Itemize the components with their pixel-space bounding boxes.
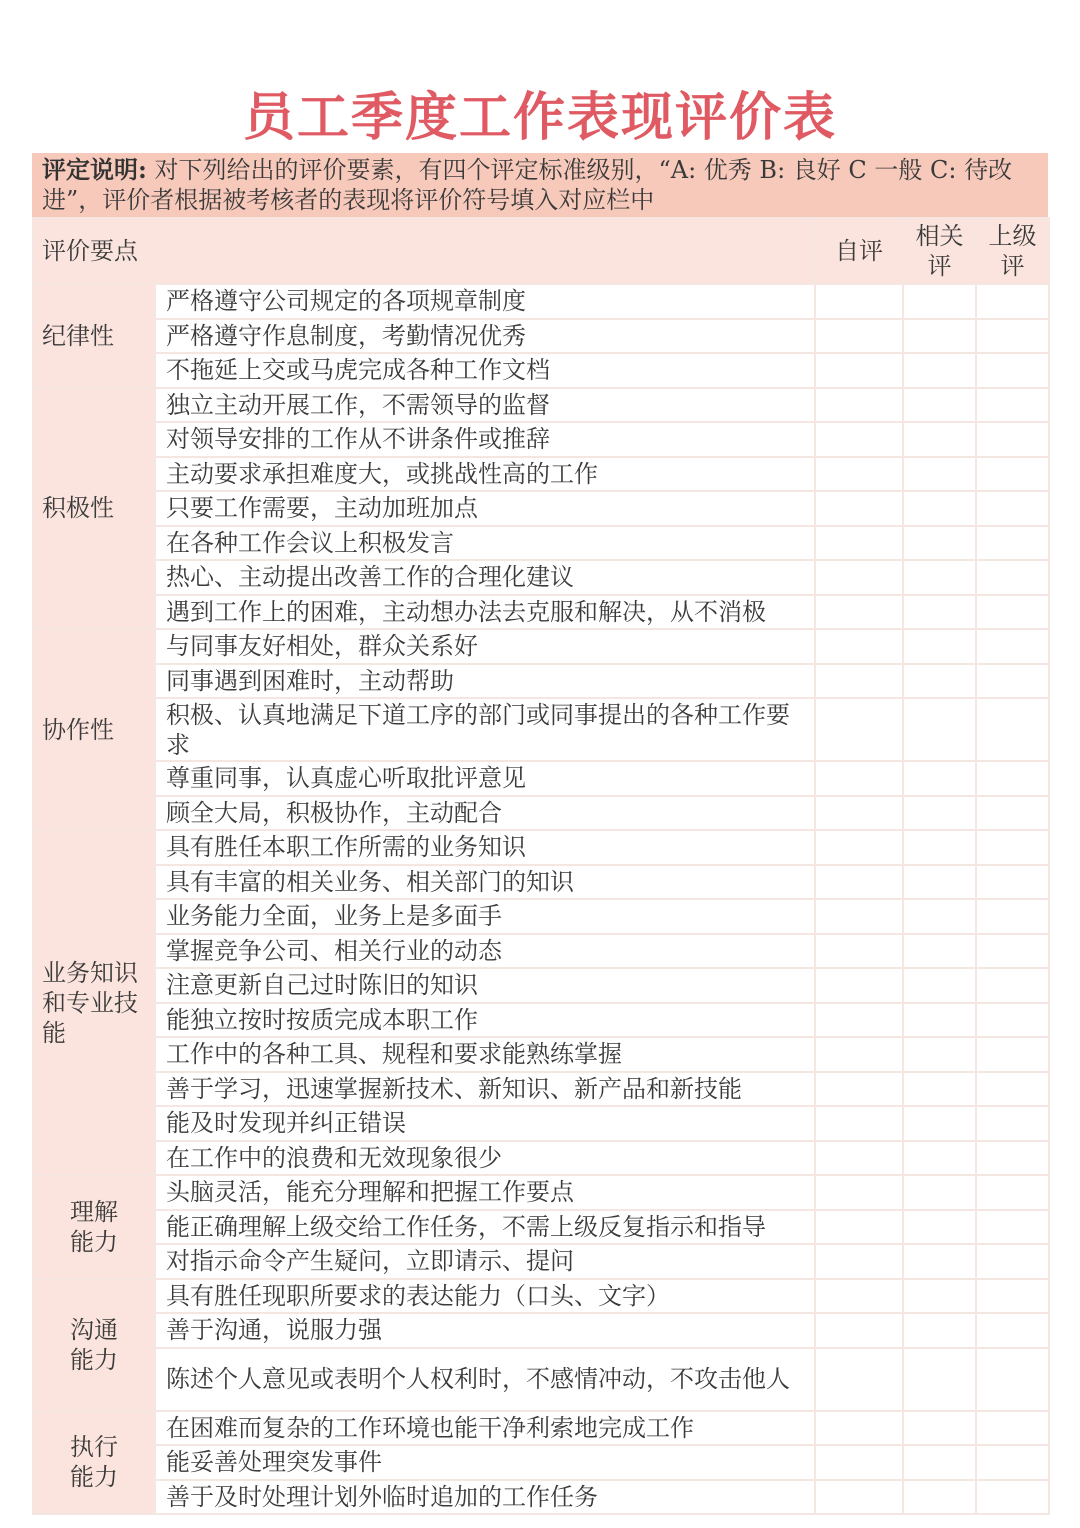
related-eval-cell[interactable] xyxy=(903,865,976,900)
category-execution-text: 执行能力 xyxy=(70,1433,118,1492)
superior-eval-cell[interactable] xyxy=(976,830,1049,865)
related-eval-cell[interactable] xyxy=(903,830,976,865)
category-execution xyxy=(33,1411,155,1515)
instructions-note xyxy=(32,153,1048,217)
criterion-item: 热心、主动提出改善工作的合理化建议 xyxy=(155,560,815,595)
page-title: 员工季度工作表现评价表 xyxy=(242,87,837,148)
criterion-item: 能正确理解上级交给工作任务，不需上级反复指示和指导 xyxy=(155,1210,815,1245)
superior-eval-cell[interactable] xyxy=(976,761,1049,796)
superior-eval-cell[interactable] xyxy=(976,934,1049,969)
self-eval-cell[interactable] xyxy=(815,1106,903,1141)
criterion-item: 在各种工作会议上积极发言 xyxy=(155,526,815,561)
related-eval-cell[interactable] xyxy=(903,796,976,831)
criterion-item: 工作中的各种工具、规程和要求能熟练掌握 xyxy=(155,1037,815,1072)
header-superior-eval-text: 上级评 xyxy=(988,222,1037,280)
related-eval-cell[interactable] xyxy=(903,353,976,388)
related-eval-cell[interactable] xyxy=(903,1072,976,1107)
superior-eval-cell[interactable] xyxy=(976,595,1049,630)
criterion-item: 具有胜任本职工作所需的业务知识 xyxy=(155,830,815,865)
related-eval-cell[interactable] xyxy=(903,664,976,699)
self-eval-cell[interactable] xyxy=(815,830,903,865)
superior-eval-cell[interactable] xyxy=(976,1210,1049,1245)
self-eval-cell[interactable] xyxy=(815,284,903,319)
superior-eval-cell[interactable] xyxy=(976,1037,1049,1072)
criterion-item: 只要工作需要，主动加班加点 xyxy=(155,491,815,526)
header-related-eval-text: 相关评 xyxy=(915,222,964,280)
criterion-item: 能独立按时按质完成本职工作 xyxy=(155,1003,815,1038)
superior-eval-cell[interactable] xyxy=(976,319,1049,354)
criterion-item: 不拖延上交或马虎完成各种工作文档 xyxy=(155,353,815,388)
self-eval-cell[interactable] xyxy=(815,1175,903,1210)
criterion-item: 具有胜任现职所要求的表达能力（口头、文字） xyxy=(155,1279,815,1314)
self-eval-cell[interactable] xyxy=(815,1244,903,1279)
criterion-item: 具有丰富的相关业务、相关部门的知识 xyxy=(155,865,815,900)
category-communication xyxy=(33,1279,155,1411)
criterion-item: 尊重同事，认真虚心听取批评意见 xyxy=(155,761,815,796)
category-discipline: 纪律性 xyxy=(33,284,155,388)
self-eval-cell[interactable] xyxy=(815,698,903,761)
related-eval-cell[interactable] xyxy=(903,1279,976,1314)
criterion-item: 能及时发现并纠正错误 xyxy=(155,1106,815,1141)
related-eval-cell[interactable] xyxy=(903,388,976,423)
header-superior-eval xyxy=(976,218,1049,284)
criterion-item: 能妥善处理突发事件 xyxy=(155,1445,815,1480)
self-eval-cell[interactable] xyxy=(815,1037,903,1072)
related-eval-cell[interactable] xyxy=(903,284,976,319)
superior-eval-cell[interactable] xyxy=(976,1279,1049,1314)
criterion-item: 注意更新自己过时陈旧的知识 xyxy=(155,968,815,1003)
self-eval-cell[interactable] xyxy=(815,388,903,423)
header-related-eval xyxy=(903,218,976,284)
category-cooperation: 协作性 xyxy=(33,629,155,830)
related-eval-cell[interactable] xyxy=(903,1313,976,1348)
superior-eval-cell[interactable] xyxy=(976,1348,1049,1411)
criterion-item: 善于学习，迅速掌握新技术、新知识、新产品和新技能 xyxy=(155,1072,815,1107)
self-eval-cell[interactable] xyxy=(815,319,903,354)
related-eval-cell[interactable] xyxy=(903,457,976,492)
superior-eval-cell[interactable] xyxy=(976,1244,1049,1279)
self-eval-cell[interactable] xyxy=(815,1411,903,1446)
self-eval-cell[interactable] xyxy=(815,629,903,664)
related-eval-cell[interactable] xyxy=(903,1003,976,1038)
criterion-item: 独立主动开展工作，不需领导的监督 xyxy=(155,388,815,423)
superior-eval-cell[interactable] xyxy=(976,664,1049,699)
related-eval-cell[interactable] xyxy=(903,1141,976,1176)
related-eval-cell[interactable] xyxy=(903,1037,976,1072)
self-eval-cell[interactable] xyxy=(815,865,903,900)
instructions-text: 对下列给出的评价要素，有四个评定标准级别，“A: 优秀 B: 良好 C 一般 C: 待改进”，评价者根据被考核者的表现将评价符号填入对应栏中 xyxy=(42,156,1013,214)
related-eval-cell[interactable] xyxy=(903,422,976,457)
related-eval-cell[interactable] xyxy=(903,1348,976,1411)
superior-eval-cell[interactable] xyxy=(976,1003,1049,1038)
superior-eval-cell[interactable] xyxy=(976,457,1049,492)
related-eval-cell[interactable] xyxy=(903,1175,976,1210)
superior-eval-cell[interactable] xyxy=(976,698,1049,761)
self-eval-cell[interactable] xyxy=(815,664,903,699)
superior-eval-cell[interactable] xyxy=(976,353,1049,388)
related-eval-cell[interactable] xyxy=(903,319,976,354)
related-eval-cell[interactable] xyxy=(903,1210,976,1245)
superior-eval-cell[interactable] xyxy=(976,526,1049,561)
superior-eval-cell[interactable] xyxy=(976,1106,1049,1141)
superior-eval-cell[interactable] xyxy=(976,1445,1049,1480)
superior-eval-cell[interactable] xyxy=(976,1411,1049,1446)
category-understanding xyxy=(33,1175,155,1279)
criterion-item: 严格遵守作息制度，考勤情况优秀 xyxy=(155,319,815,354)
self-eval-cell[interactable] xyxy=(815,457,903,492)
header-item-label: 评价要点 xyxy=(33,218,815,284)
related-eval-cell[interactable] xyxy=(903,560,976,595)
superior-eval-cell[interactable] xyxy=(976,388,1049,423)
related-eval-cell[interactable] xyxy=(903,526,976,561)
self-eval-cell[interactable] xyxy=(815,968,903,1003)
related-eval-cell[interactable] xyxy=(903,1244,976,1279)
criterion-item: 顾全大局，积极协作，主动配合 xyxy=(155,796,815,831)
criterion-item: 主动要求承担难度大，或挑战性高的工作 xyxy=(155,457,815,492)
self-eval-cell[interactable] xyxy=(815,1210,903,1245)
related-eval-cell[interactable] xyxy=(903,968,976,1003)
superior-eval-cell[interactable] xyxy=(976,865,1049,900)
self-eval-cell[interactable] xyxy=(815,796,903,831)
self-eval-cell[interactable] xyxy=(815,1313,903,1348)
criterion-item: 掌握竞争公司、相关行业的动态 xyxy=(155,934,815,969)
self-eval-cell[interactable] xyxy=(815,1072,903,1107)
criterion-item: 陈述个人意见或表明个人权利时，不感情冲动，不攻击他人 xyxy=(155,1348,815,1411)
self-eval-cell[interactable] xyxy=(815,595,903,630)
criterion-item: 对指示命令产生疑问，立即请示、提问 xyxy=(155,1244,815,1279)
self-eval-cell[interactable] xyxy=(815,1279,903,1314)
superior-eval-cell[interactable] xyxy=(976,284,1049,319)
related-eval-cell[interactable] xyxy=(903,595,976,630)
criterion-item: 善于及时处理计划外临时追加的工作任务 xyxy=(155,1480,815,1515)
criterion-item: 严格遵守公司规定的各项规章制度 xyxy=(155,284,815,319)
related-eval-cell[interactable] xyxy=(903,1480,976,1515)
related-eval-cell[interactable] xyxy=(903,899,976,934)
related-eval-cell[interactable] xyxy=(903,1106,976,1141)
category-initiative: 积极性 xyxy=(33,388,155,630)
superior-eval-cell[interactable] xyxy=(976,1141,1049,1176)
criterion-item: 在困难而复杂的工作环境也能干净利索地完成工作 xyxy=(155,1411,815,1446)
related-eval-cell[interactable] xyxy=(903,698,976,761)
category-knowledge: 业务知识和专业技能 xyxy=(33,830,155,1175)
self-eval-cell[interactable] xyxy=(815,1348,903,1411)
category-understanding-text: 理解能力 xyxy=(70,1197,118,1256)
superior-eval-cell[interactable] xyxy=(976,1480,1049,1515)
self-eval-cell[interactable] xyxy=(815,934,903,969)
related-eval-cell[interactable] xyxy=(903,491,976,526)
criterion-item: 与同事友好相处，群众关系好 xyxy=(155,629,815,664)
criterion-item: 遇到工作上的困难，主动想办法去克服和解决，从不消极 xyxy=(155,595,815,630)
header-self-eval: 自评 xyxy=(815,218,903,284)
superior-eval-cell[interactable] xyxy=(976,796,1049,831)
criterion-item: 业务能力全面，业务上是多面手 xyxy=(155,899,815,934)
superior-eval-cell[interactable] xyxy=(976,491,1049,526)
superior-eval-cell[interactable] xyxy=(976,560,1049,595)
superior-eval-cell[interactable] xyxy=(976,422,1049,457)
category-communication-text: 沟通能力 xyxy=(70,1315,118,1374)
header-row xyxy=(33,218,1049,284)
self-eval-cell[interactable] xyxy=(815,899,903,934)
superior-eval-cell[interactable] xyxy=(976,1072,1049,1107)
superior-eval-cell[interactable] xyxy=(976,1175,1049,1210)
superior-eval-cell[interactable] xyxy=(976,899,1049,934)
self-eval-cell[interactable] xyxy=(815,1480,903,1515)
self-eval-cell[interactable] xyxy=(815,560,903,595)
related-eval-cell[interactable] xyxy=(903,629,976,664)
self-eval-cell[interactable] xyxy=(815,1445,903,1480)
self-eval-cell[interactable] xyxy=(815,1003,903,1038)
self-eval-cell[interactable] xyxy=(815,761,903,796)
evaluation-table xyxy=(32,217,1050,1515)
related-eval-cell[interactable] xyxy=(903,1411,976,1446)
self-eval-cell[interactable] xyxy=(815,526,903,561)
superior-eval-cell[interactable] xyxy=(976,629,1049,664)
related-eval-cell[interactable] xyxy=(903,761,976,796)
related-eval-cell[interactable] xyxy=(903,934,976,969)
criterion-item: 在工作中的浪费和无效现象很少 xyxy=(155,1141,815,1176)
self-eval-cell[interactable] xyxy=(815,1141,903,1176)
superior-eval-cell[interactable] xyxy=(976,1313,1049,1348)
criterion-item: 对领导安排的工作从不讲条件或推辞 xyxy=(155,422,815,457)
criterion-item: 同事遇到困难时，主动帮助 xyxy=(155,664,815,699)
criterion-item: 头脑灵活，能充分理解和把握工作要点 xyxy=(155,1175,815,1210)
self-eval-cell[interactable] xyxy=(815,422,903,457)
instructions-label: 评定说明: xyxy=(42,155,147,184)
criterion-item: 善于沟通，说服力强 xyxy=(155,1313,815,1348)
related-eval-cell[interactable] xyxy=(903,1445,976,1480)
self-eval-cell[interactable] xyxy=(815,491,903,526)
superior-eval-cell[interactable] xyxy=(976,968,1049,1003)
criterion-item: 积极、认真地满足下道工序的部门或同事提出的各种工作要求 xyxy=(155,698,815,761)
self-eval-cell[interactable] xyxy=(815,353,903,388)
